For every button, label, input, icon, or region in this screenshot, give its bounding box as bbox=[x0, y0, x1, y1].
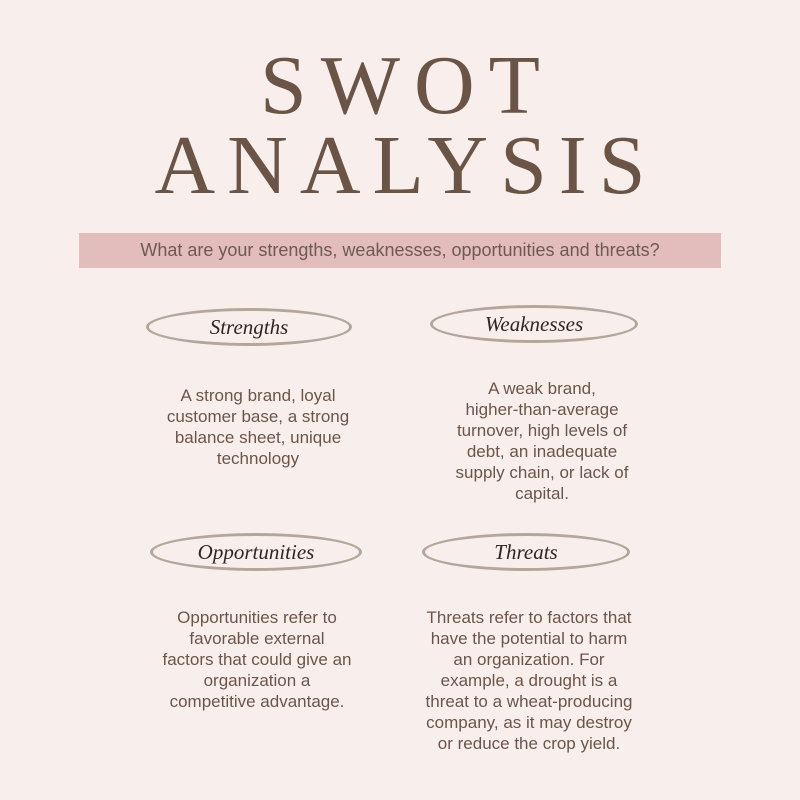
threats-line: example, a drought is a bbox=[440, 671, 618, 690]
threats-line: have the potential to harm bbox=[430, 629, 628, 648]
opportunities-line: competitive advantage. bbox=[169, 692, 345, 711]
title-line-2: ANALYSIS bbox=[154, 119, 658, 212]
opportunities-label-ellipse bbox=[150, 533, 362, 571]
title-line-1: SWOT bbox=[260, 39, 554, 132]
strengths-label: Strengths bbox=[209, 314, 289, 339]
strengths-line: technology bbox=[216, 449, 300, 468]
threats-description bbox=[398, 607, 660, 754]
weaknesses-label: Weaknesses bbox=[484, 311, 584, 336]
opportunities-line: favorable external bbox=[189, 629, 325, 648]
strengths-line: balance sheet, unique bbox=[174, 428, 342, 447]
weaknesses-label-ellipse bbox=[430, 305, 638, 343]
weaknesses-line: turnover, high levels of bbox=[456, 421, 628, 440]
weaknesses-line: supply chain, or lack of bbox=[455, 463, 629, 482]
weaknesses-line: capital. bbox=[515, 484, 569, 503]
threats-line: Threats refer to factors that bbox=[426, 608, 632, 627]
strengths-label-ellipse bbox=[146, 308, 352, 346]
threats-line: or reduce the crop yield. bbox=[437, 734, 621, 753]
threats-line: an organization. For bbox=[453, 650, 605, 669]
strengths-description bbox=[140, 385, 376, 469]
strengths-line: customer base, a strong bbox=[166, 407, 350, 426]
opportunities-line: Opportunities refer to bbox=[177, 608, 337, 627]
weaknesses-description bbox=[425, 378, 659, 504]
weaknesses-line: higher-than-average bbox=[465, 400, 619, 419]
opportunities-line: organization a bbox=[203, 671, 311, 690]
opportunities-label: Opportunities bbox=[197, 539, 315, 564]
threats-line: company, as it may destroy bbox=[426, 713, 632, 732]
threats-label: Threats bbox=[494, 539, 558, 564]
subtitle-text: What are your strengths, weaknesses, opportunities and threats? bbox=[140, 240, 660, 260]
threats-label-ellipse bbox=[422, 533, 630, 571]
weaknesses-line: debt, an inadequate bbox=[466, 442, 618, 461]
opportunities-line: factors that could give an bbox=[162, 650, 352, 669]
opportunities-description bbox=[138, 607, 376, 712]
weaknesses-line: A weak brand, bbox=[488, 379, 596, 398]
strengths-line: A strong brand, loyal bbox=[180, 386, 336, 405]
threats-line: threat to a wheat-producing bbox=[425, 692, 633, 711]
subtitle-band bbox=[79, 233, 721, 268]
